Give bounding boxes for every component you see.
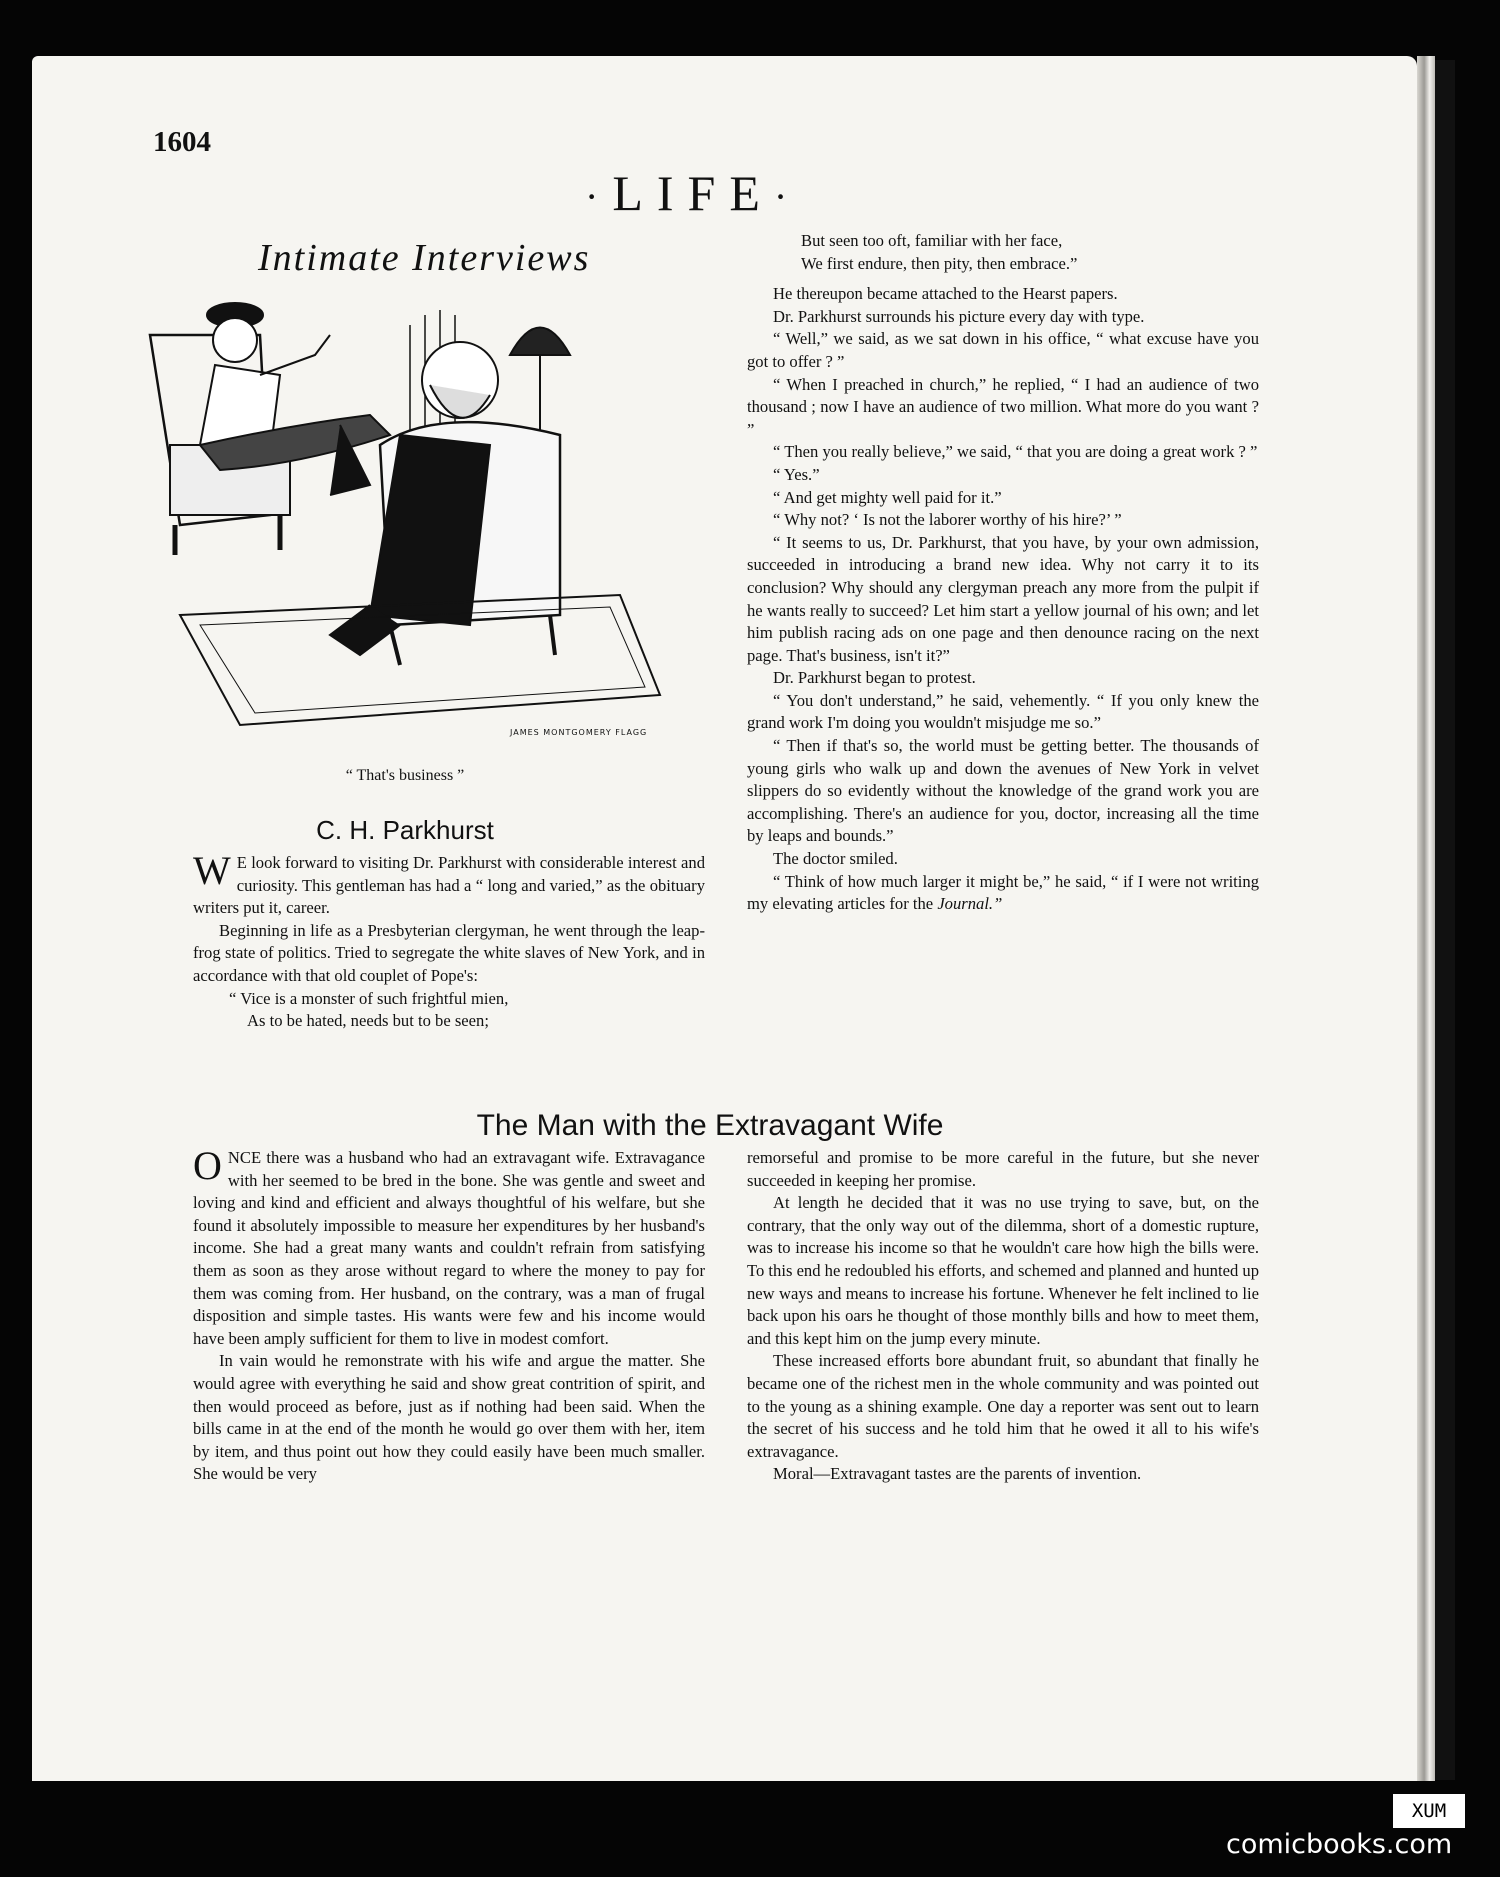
verse-line: We first endure, then pity, then embrace.” — [801, 253, 1078, 273]
paragraph: In vain would he remonstrate with his wife and argue the matter. She would agree with everything he said and show great contrition of spirit, and then would proceed as before, just as if nothing had been said. When the bills came in at the end of the month he would go over them with her, item by item, and thus point out how they could easily have been much smaller. She would be very — [193, 1351, 705, 1484]
masthead — [585, 164, 801, 222]
paragraph: “ Think of how much larger it might be,” he said, “ if I were not writing my elevating articles for the Journal.” — [747, 871, 1259, 914]
paragraph: remorseful and promise to be more careful in the future, but she never succeeded in keeping her promise. — [747, 1148, 1259, 1190]
illustration-caption: “ That's business ” — [345, 767, 465, 784]
paragraph: “ When I preached in church,” he replied, “ I had an audience of two thousand ; now I have an audience of two million. What more do you want ? ” — [747, 374, 1259, 439]
paragraph: “ You don't understand,” he said, vehemently. “ If you only knew the grand work I'm doing you wouldn't misjudge me so.” — [747, 690, 1259, 733]
paragraph: “ It seems to us, Dr. Parkhurst, that you have, by your own admission, succeeded in introducing a brand new idea. Why not carry it to its conclusion? Why should any clergyman preach any more from the pulpit if he wants really to succeed? Let him start a yellow journal of his own; and let him publish racing ads on one page and then denounce racing on the next page. That's business, isn't it?” — [747, 532, 1259, 665]
paragraph: “ Why not? ‘ Is not the laborer worthy of his hire?’ ” — [773, 510, 1122, 530]
paragraph: He thereupon became attached to the Hearst papers. — [773, 284, 1118, 304]
extravagant-column-1 — [193, 1143, 705, 1486]
paragraph: ONCE there was a husband who had an extravagant wife. Extravagance with her seemed to be bred in the bone. She was gentle and sweet and loving and kind and efficient and always thoughtful of his welfare, but she found it absolutely impossible to measure her expenditures by her husband's income. She had a great many wants and couldn't refrain from satisfying them as soon as they arose without regard to where the money to pay for them was coming from. Her husband, on the contrary, was a man of frugal disposition and simple tastes. His wants were few and his income would have been amply sufficient for them to live in modest comfort. — [193, 1143, 705, 1348]
paragraph: At length he decided that it was no use trying to save, but, on the contrary, that the only way out of the dilemma, short of a domestic rupture, was to increase his income so that he wouldn't care how high the bills were. To this end he redoubled his efforts, and schemed and planned and hunted up new ways and means to increase his fortune. Whenever he felt inclined to lie back upon his oars he thought of those monthly bills and how to meet them, and this kept him on the jump every minute. — [747, 1193, 1259, 1348]
drop-cap: W — [193, 848, 231, 893]
verse-line: As to be hated, needs but to be seen; — [247, 1011, 489, 1031]
parkhurst-column-1 — [193, 848, 705, 1033]
paragraph: “ Well,” we said, as we sat down in his office, “ what excuse have you got to offer ? ” — [747, 329, 1259, 371]
paragraph: Moral—Extravagant tastes are the parents of invention. — [773, 1464, 1142, 1484]
verse-line: But seen too oft, familiar with her face, — [801, 231, 1063, 250]
paragraph: The doctor smiled. — [773, 849, 898, 869]
masthead-dot-right: · — [773, 174, 802, 219]
paragraph: Dr. Parkhurst began to protest. — [773, 668, 976, 688]
cartoon-illustration — [140, 295, 670, 765]
drop-cap: O — [193, 1143, 222, 1188]
parkhurst-column-2 — [747, 230, 1259, 916]
watermark-site: comicbooks.com — [1226, 1829, 1453, 1860]
verse-line: “ Vice is a monster of such frightful mien, — [229, 988, 509, 1008]
paragraph: “ Yes.” — [773, 464, 820, 484]
article-title-parkhurst: C. H. Parkhurst — [316, 815, 494, 845]
section-title: Intimate Interviews — [258, 237, 591, 279]
extravagant-column-2 — [747, 1147, 1259, 1486]
watermark-badge: XUM — [1393, 1794, 1465, 1828]
paragraph: Beginning in life as a Presbyterian clergyman, he went through the leap-frog state of politics. Tried to segregate the white slaves of New York, and in accordance with that old couplet of Pope's: — [193, 920, 705, 985]
masthead-title: LIFE — [612, 165, 774, 221]
paragraph: “ And get mighty well paid for it.” — [773, 487, 1002, 507]
illustrator-signature: JAMES MONTGOMERY FLAGG — [510, 728, 648, 737]
paragraph: “ Then if that's so, the world must be getting better. The thousands of young girls who walk up and down the avenues of New York in velvet slippers do so evidently without the knowledge of the grand work you are accomplishing. There's an audience for you, doctor, increasing all the time by leaps and bounds.” — [747, 736, 1259, 846]
paragraph: These increased efforts bore abundant fruit, so abundant that finally he became one of the richest men in the whole community and was pointed out to the young as a shining example. One day a reporter was sent out to learn the secret of his success and he told him that he owed it all to his wife's extravagance. — [747, 1351, 1259, 1461]
page-number: 1604 — [153, 126, 211, 158]
paragraph: “ Then you really believe,” we said, “ that you are doing a great work ? ” — [773, 442, 1258, 462]
journal-italic: Journal.” — [937, 894, 1003, 914]
article-title-extravagant: The Man with the Extravagant Wife — [476, 1109, 944, 1142]
page-gutter-shadow — [1435, 60, 1455, 1780]
paragraph: W E look forward to visiting Dr. Parkhurst with considerable interest and curiosity. This gentleman has had a “ long and varied,” as the obituary writers put it, career. — [193, 848, 705, 918]
paragraph: Dr. Parkhurst surrounds his picture every day with type. — [773, 306, 1145, 326]
page-binding-edge — [1417, 56, 1435, 1781]
masthead-dot-left: · — [585, 174, 613, 219]
